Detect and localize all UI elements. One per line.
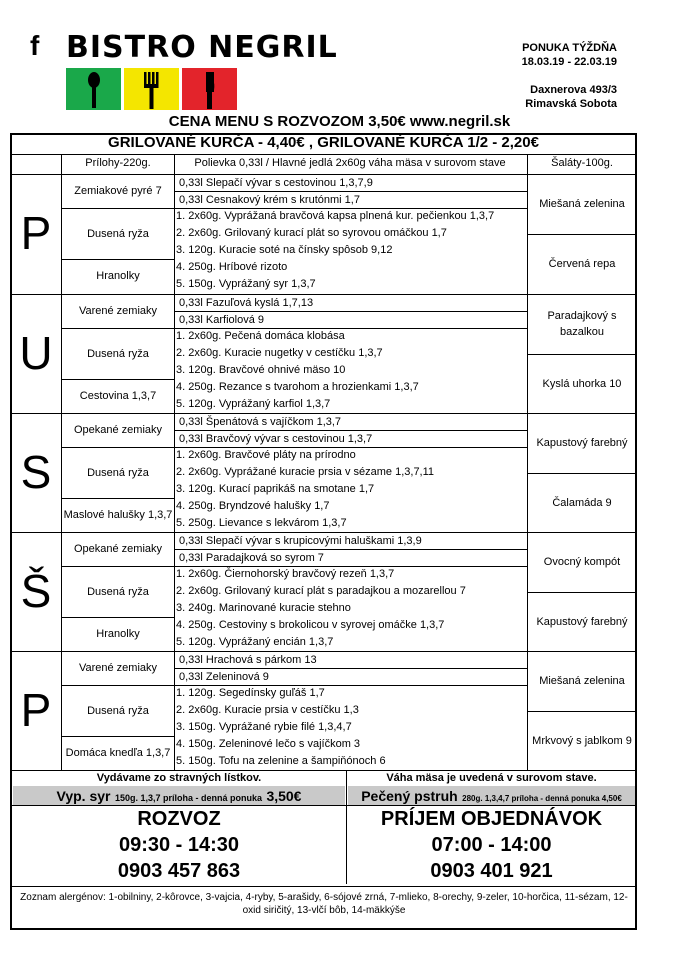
salad: Červená repa bbox=[548, 258, 616, 270]
soup-item: 0,33l Paradajková so syrom 7 bbox=[179, 552, 324, 564]
allergen-list: Zoznam alergénov: 1-obilniny, 2-kôrovce, 3-vajcia, 4-ryby, 5-arašidy, 6-sójové zrná, 7-mlieko, 8-orechy, 9-zeler, 10-horčica, 11-sézam, 12-oxid siričitý, 13-vlčí bôb, 14-mäkkýše bbox=[20, 892, 628, 916]
main-dish: 2. 2x60g. Grilovaný kurací plát s paradajkou a mozarellou 7 bbox=[176, 585, 466, 597]
menu-price-tagline: CENA MENU S ROZVOZOM 3,50€ www.negril.sk bbox=[168, 113, 511, 130]
special2-detail: 280g. 1,3,4,7 príloha - denná ponuka 4,50€ bbox=[462, 794, 622, 803]
main-dish: 4. 150g. Zeleninové lečo s vajíčkom 3 bbox=[176, 738, 361, 750]
side-dish: Hranolky bbox=[96, 628, 140, 640]
soup-item: 0,33l Karfiolová 9 bbox=[179, 314, 264, 326]
side-dish: Dusená ryža bbox=[87, 466, 149, 479]
main-dish: 2. 2x60g. Kuracie prsia v cestíčku 1,3 bbox=[176, 704, 359, 716]
side-dish: Domáca knedľa 1,3,7 bbox=[65, 747, 171, 759]
knife-icon bbox=[182, 68, 237, 110]
main-dish: 4. 250g. Rezance s tvarohom a hrozienkami 1,3,7 bbox=[176, 381, 419, 393]
special1 bbox=[13, 788, 345, 806]
side-dish: Zemiakové pyré 7 bbox=[74, 185, 162, 197]
soup-item: 0,33l Fazuľová kyslá 1,7,13 bbox=[179, 297, 314, 309]
main-dish: 2. 2x60g. Vyprážané kuracie prsia v sézame 1,3,7,11 bbox=[176, 466, 435, 478]
special1-detail: 150g. 1,3,7 príloha - denná ponuka bbox=[114, 793, 262, 803]
delivery-title: ROZVOZ bbox=[137, 808, 221, 830]
main-dish: 5. 120g. Vyprážaný encián 1,3,7 bbox=[176, 636, 334, 648]
orders-hours: 07:00 - 14:00 bbox=[431, 834, 552, 856]
main-dish: 4. 250g. Cestoviny s brokolicou v syrovej omáčke 1,3,7 bbox=[176, 619, 445, 631]
side-dish: Cestovina 1,3,7 bbox=[79, 390, 157, 402]
day-letter: Š bbox=[20, 565, 52, 617]
day-letter: U bbox=[19, 327, 53, 379]
day-letter: S bbox=[20, 446, 52, 498]
main-dish: 1. 2x60g. Vyprážaná bravčová kapsa plnená kur. pečienkou 1,3,7 bbox=[176, 210, 495, 222]
delivery-phone[interactable]: 0903 457 863 bbox=[117, 860, 241, 882]
special1-price: 3,50€ bbox=[266, 788, 302, 804]
salad: Miešaná zelenina bbox=[539, 675, 625, 687]
col-header-sides: Prílohy-220g. bbox=[85, 157, 151, 169]
salad: Miešaná zelenina bbox=[539, 198, 625, 210]
side-dish: Dusená ryža bbox=[87, 585, 149, 598]
main-dish: 1. 2x60g. Bravčové pláty na prírodno bbox=[176, 449, 356, 461]
special2 bbox=[348, 788, 635, 806]
side-dish: Hranolky bbox=[96, 270, 140, 282]
main-dish: 5. 150g. Tofu na zelenine a šampiňónoch 6 bbox=[176, 755, 386, 767]
main-dish: 3. 240g. Marinované kuracie stehno bbox=[176, 602, 351, 614]
address-street: Daxnerova 493/3 bbox=[530, 84, 617, 96]
logo-red-block bbox=[182, 68, 237, 110]
col-header-main: Polievka 0,33l / Hlavné jedlá 2x60g váha mäsa v surovom stave bbox=[194, 157, 506, 169]
delivery-hours: 09:30 - 14:30 bbox=[118, 834, 240, 856]
main-dish: 1. 2x60g. Čiernohorský bravčový rezeň 1,3,7 bbox=[176, 568, 395, 580]
soup-item: 0,33l Cesnakový krém s krutónmi 1,7 bbox=[179, 194, 360, 206]
weight-note: Váha mäsa je uvedená v surovom stave. bbox=[386, 772, 597, 784]
side-dish: Opekané zemiaky bbox=[73, 424, 163, 436]
orders-phone[interactable]: 0903 401 921 bbox=[430, 860, 553, 882]
main-dish: 4. 250g. Hríbové rizoto bbox=[176, 261, 288, 273]
soup-item: 0,33l Zeleninová 9 bbox=[179, 671, 269, 683]
main-dish: 3. 120g. Kuracie soté na čínsky spôsob 9,12 bbox=[176, 244, 393, 256]
main-dish: 3. 120g. Kurací paprikáš na smotane 1,7 bbox=[176, 483, 375, 495]
main-dish: 5. 120g. Vyprážaný karfiol 1,3,7 bbox=[176, 398, 331, 410]
salad: Čalamáda 9 bbox=[552, 497, 612, 509]
day-letter: P bbox=[20, 684, 52, 736]
main-dish: 3. 120g. Bravčové ohnivé mäso 10 bbox=[176, 364, 346, 376]
main-dish: 5. 250g. Lievance s lekvárom 1,3,7 bbox=[176, 517, 347, 529]
special1-title: Vyp. syr bbox=[56, 788, 111, 804]
main-dish: 4. 250g. Bryndzové halušky 1,7 bbox=[176, 500, 330, 512]
vouchers-note: Vydávame zo stravných lístkov. bbox=[96, 772, 262, 784]
logo-green-block bbox=[66, 68, 121, 110]
main-dish: 5. 150g. Vyprážaný syr 1,3,7 bbox=[176, 278, 316, 290]
spoon-icon bbox=[66, 68, 121, 110]
soup-item: 0,33l Hrachová s párkom 13 bbox=[179, 654, 317, 666]
brand-logo-text: BISTRO NEGRIL bbox=[66, 30, 338, 65]
salad: Kapustový farebný bbox=[536, 437, 628, 449]
soup-item: 0,33l Špenátová s vajíčkom 1,3,7 bbox=[179, 416, 342, 428]
soup-item: 0,33l Slepačí vývar s cestovinou 1,3,7,9 bbox=[179, 177, 373, 189]
main-dish: 3. 150g. Vyprážané rybie filé 1,3,4,7 bbox=[176, 721, 352, 733]
side-dish: Opekané zemiaky bbox=[73, 543, 163, 555]
soup-item: 0,33l Slepačí vývar s krupicovými haluškami 1,3,9 bbox=[179, 535, 422, 547]
salad: Kapustový farebný bbox=[536, 616, 628, 628]
salad: Mrkvový s jablkom 9 bbox=[532, 735, 632, 747]
salad: Paradajkový s bazalkou bbox=[547, 310, 617, 338]
week-label: PONUKA TÝŽDŇA bbox=[522, 42, 617, 54]
salad: Kyslá uhorka 10 bbox=[542, 378, 622, 390]
special2-title: Pečený pstruh bbox=[361, 788, 458, 804]
grill-offer: GRILOVANÉ KURČA - 4,40€ , GRILOVANÉ KURČA 1/2 - 2,20€ bbox=[108, 134, 539, 151]
side-dish: Maslové halušky 1,3,7 bbox=[63, 509, 173, 521]
main-dish: 2. 2x60g. Kuracie nugetky v cestíčku 1,3,7 bbox=[176, 347, 383, 359]
orders-title: PRÍJEM OBJEDNÁVOK bbox=[380, 808, 603, 830]
facebook-icon: f bbox=[30, 30, 40, 61]
side-dish: Varené zemiaky bbox=[78, 305, 158, 317]
logo-yellow-block bbox=[124, 68, 179, 110]
side-dish: Dusená ryža bbox=[87, 704, 149, 717]
col-header-salads: Šaláty-100g. bbox=[551, 157, 613, 169]
main-dish: 2. 2x60g. Grilovaný kurací plát so syrovou omáčkou 1,7 bbox=[176, 227, 447, 239]
side-dish: Dusená ryža bbox=[87, 227, 149, 240]
day-letter: P bbox=[20, 207, 52, 259]
side-dish: Varené zemiaky bbox=[78, 662, 158, 674]
date-range: 18.03.19 - 22.03.19 bbox=[521, 56, 617, 68]
soup-item: 0,33l Bravčový vývar s cestovinou 1,3,7 bbox=[179, 433, 373, 445]
main-dish: 1. 2x60g. Pečená domáca klobása bbox=[176, 330, 345, 342]
side-dish: Dusená ryža bbox=[87, 347, 149, 360]
main-dish: 1. 120g. Segedínsky guľáš 1,7 bbox=[176, 687, 325, 699]
salad: Ovocný kompót bbox=[543, 556, 621, 568]
fork-icon bbox=[124, 68, 179, 110]
address-city: Rimavská Sobota bbox=[525, 98, 617, 110]
